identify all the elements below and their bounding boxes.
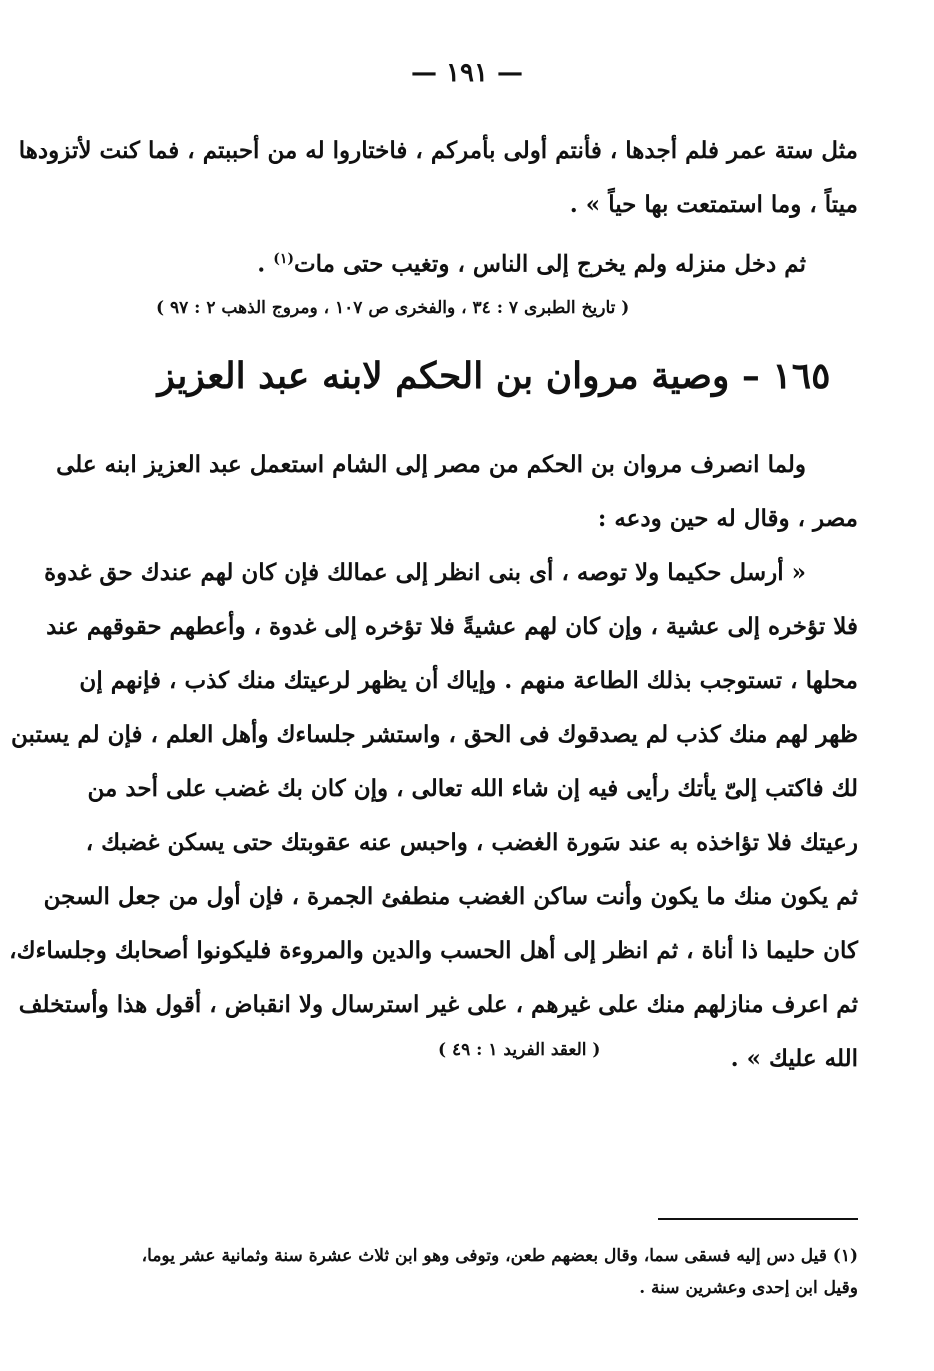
paragraph-text: ثم دخل منزله ولم يخرج إلى الناس ، وتغيب حتى مات (293, 250, 806, 278)
text-line: ولما انصرف مروان بن الحكم من مصر إلى الشام استعمل عبد العزيز ابنه على (56, 451, 806, 478)
text-line: ميتاً ، وما استمتعت بها حياً » . (569, 191, 858, 218)
text-line: محلها ، تستوجب بذلك الطاعة منهم . وإياك أن يظهر لرعيتك منك كذب ، فإنهم إن (79, 667, 858, 694)
continued-text (18, 124, 858, 292)
footnote-divider (658, 1218, 858, 1220)
page-number: — ١٩١ — (410, 58, 524, 88)
section-heading: ١٦٥ – وصية مروان بن الحكم لابنه عبد العزيز (157, 355, 831, 397)
text-line: « أرسل حكيما ولا توصه ، أى بنى انظر إلى عمالك فإن كان لهم عندك حق غدوة (44, 559, 806, 586)
source-citation: ( العقد الفريد ١ : ٤٩ ) (438, 1040, 601, 1060)
text-line: فلا تؤخره إلى عشية ، وإن كان لهم عشيةً فلا تؤخره إلى غدوة ، وأعطهم حقوقهم عند (46, 613, 858, 640)
text-line: ثم يكون منك ما يكون وأنت ساكن الغضب منطفئ الجمرة ، فإن أول من جعل السجن (43, 883, 858, 910)
text-line: ظهر لهم منك كذب لم يصدقوك فى الحق ، واستشر جلساءك وأهل العلم ، فإن لم يستبن (11, 721, 858, 748)
footnote-line: (١) قيل دس إليه فسقى سما، وقال بعضهم طعن، وتوفى وهو ابن ثلاث عشرة سنة وثمانية عشر يوما، (141, 1246, 858, 1266)
advice-paragraph (9, 546, 858, 1086)
text-line: الله عليك » . (730, 1045, 858, 1072)
text-line: لك فاكتب إلىّ يأتك رأيى فيه إن شاء الله تعالى ، وإن كان بك غضب على أحد من (87, 775, 858, 802)
source-citation: ( تاريخ الطبرى ٧ : ٣٤ ، والفخرى ص ١٠٧ ، ومروج الذهب ٢ : ٩٧ ) (156, 298, 630, 318)
text-line: كان حليما ذا أناة ، ثم انظر إلى أهل الحسب والدين والمروءة فليكونوا أصحابك وجلساءك، (9, 937, 858, 964)
footnotes (130, 1240, 858, 1304)
footnote-marker: (١) (273, 251, 294, 267)
text-line: رعيتك فلا تؤاخذه به عند سَورة الغضب ، واحبس عنه عقوبتك حتى يسكن غضبك ، (85, 829, 858, 856)
text-line: ثم اعرف منازلهم منك على غيرهم ، على غير استرسال ولا انقباض ، أقول هذا وأستخلف (18, 991, 858, 1018)
paragraph-death (130, 232, 858, 292)
paragraph-end: . (257, 250, 274, 278)
footnote-line: وقيل ابن إحدى وعشرين سنة . (639, 1278, 858, 1298)
text-line: مثل ستة عمر فلم أجدها ، فأنتم أولى بأمركم ، فاختاروا له من أحببتم ، فما كنت لأتزودها (18, 137, 858, 164)
intro-paragraph (56, 438, 858, 546)
text-line: مصر ، وقال له حين ودعه : (597, 505, 858, 532)
